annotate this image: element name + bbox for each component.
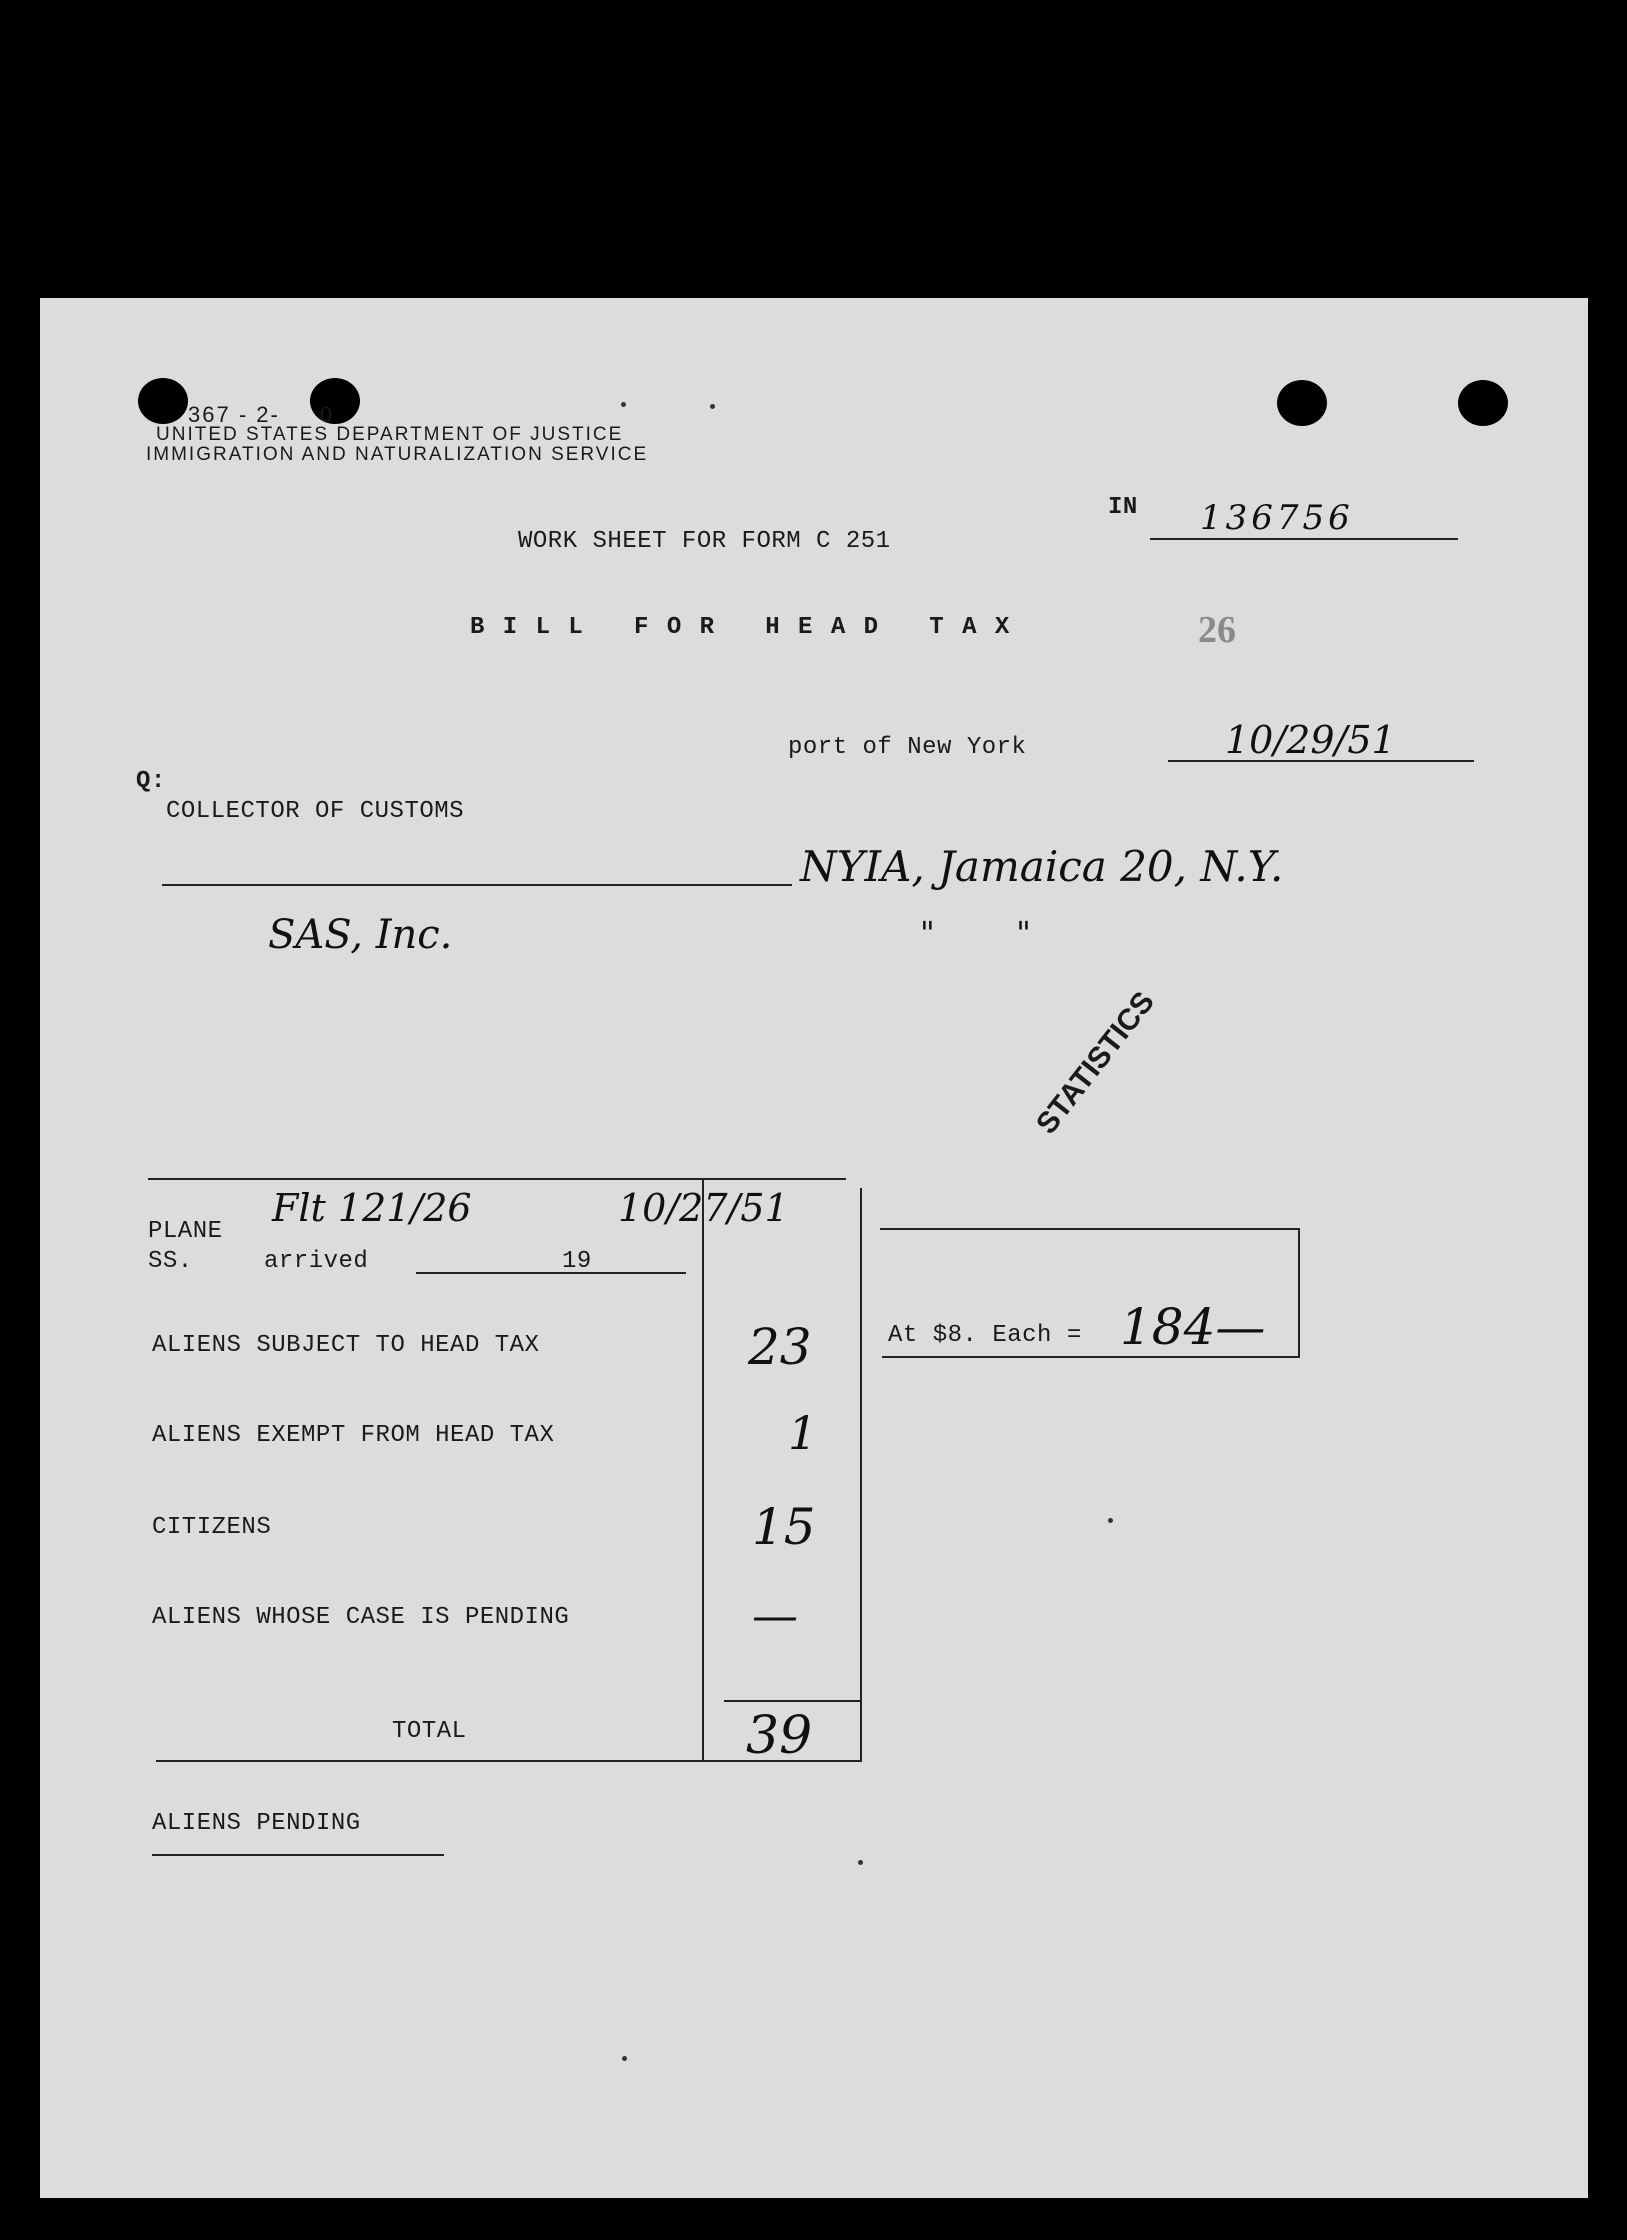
total-value: 39 (746, 1706, 813, 1766)
table-top-line (148, 1178, 846, 1180)
punch-hole-1 (138, 378, 188, 424)
row-label-citizens: CITIZENS (152, 1514, 272, 1541)
handwritten-company: SAS, Inc. (268, 912, 453, 958)
in-label: IN (1108, 494, 1138, 521)
document-sheet (40, 298, 1588, 2198)
punch-hole-4 (1458, 380, 1508, 426)
punch-hole-3 (1277, 380, 1327, 426)
arrived-label: arrived (264, 1248, 369, 1275)
plane-label: PLANE (148, 1218, 223, 1245)
paper-speck (710, 404, 715, 409)
handwritten-ditto: " " (920, 914, 1031, 952)
row-label-subject: ALIENS SUBJECT TO HEAD TAX (152, 1332, 540, 1359)
in-number: 136756 (1200, 498, 1354, 538)
ss-label: SS. (148, 1248, 193, 1275)
flight-number: Flt 121/26 (272, 1186, 472, 1230)
row-value-subject: 23 (748, 1318, 812, 1376)
rate-box-bottom (882, 1356, 1300, 1358)
rate-box-right (1298, 1228, 1300, 1358)
row-label-exempt: ALIENS EXEMPT FROM HEAD TAX (152, 1422, 555, 1449)
paper-speck (622, 2056, 627, 2061)
paper-speck (1108, 1518, 1113, 1523)
paper-speck (621, 402, 626, 407)
year-prefix: 19 (562, 1248, 592, 1275)
table-col-divider (702, 1178, 704, 1760)
to-label: Q: (136, 768, 166, 795)
handwritten-address: NYIA, Jamaica 20, N.Y. (800, 842, 1284, 891)
port-date: 10/29/51 (1225, 718, 1396, 762)
collector-line (162, 884, 792, 886)
row-value-pending: — (752, 1588, 798, 1642)
rate-label: At $8. Each = (888, 1322, 1082, 1349)
paper-speck (858, 1860, 863, 1865)
printed-number: 26 (1198, 609, 1236, 651)
aliens-pending-label: ALIENS PENDING (152, 1810, 361, 1837)
aliens-pending-line (152, 1854, 444, 1856)
table-right-border (860, 1188, 862, 1760)
department-name: UNITED STATES DEPARTMENT OF JUSTICE (156, 424, 624, 445)
port-label: port of New York (788, 734, 1027, 761)
rate-box-top (880, 1228, 1298, 1230)
service-name: IMMIGRATION AND NATURALIZATION SERVICE (146, 444, 649, 465)
port-date-line (1168, 760, 1474, 762)
row-label-pending: ALIENS WHOSE CASE IS PENDING (152, 1604, 570, 1631)
in-number-line (1150, 538, 1458, 540)
bill-title: B I L L F O R H E A D T A X (470, 614, 1012, 641)
table-bottom-line (156, 1760, 862, 1762)
total-label: TOTAL (392, 1718, 467, 1745)
collector-label: COLLECTOR OF CUSTOMS (166, 798, 465, 825)
rate-amount: 184— (1120, 1298, 1266, 1356)
form-number: 367 - 2- 0 (188, 402, 335, 427)
arrival-date: 10/27/51 (618, 1186, 789, 1230)
total-top-line (724, 1700, 860, 1702)
arrived-line (416, 1272, 686, 1274)
worksheet-title: WORK SHEET FOR FORM C 251 (518, 528, 891, 555)
row-value-exempt: 1 (788, 1406, 818, 1460)
statistics-stamp: STATISTICS (1030, 985, 1162, 1141)
row-value-citizens: 15 (752, 1498, 816, 1556)
